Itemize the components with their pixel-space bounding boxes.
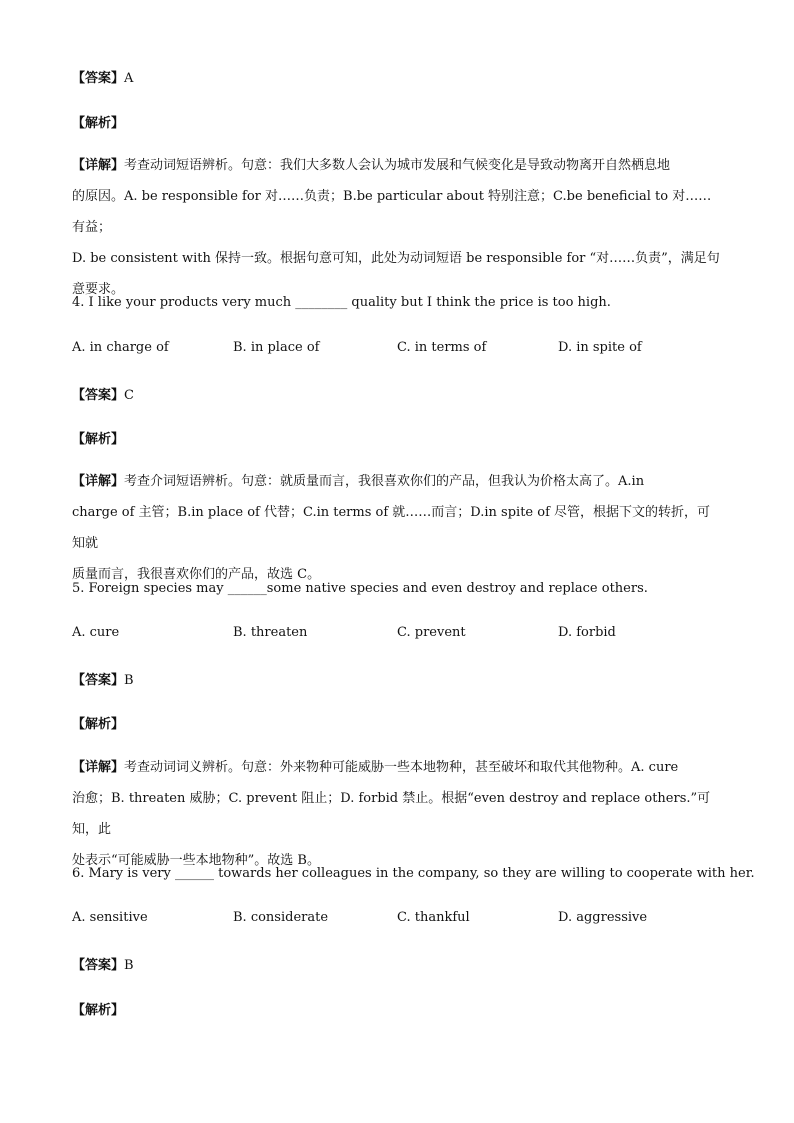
explanation-line: 的原因。A. be responsible for 对……负责；B.be particular about 特别注意；C.be beneficial to 对……有益；: [72, 189, 712, 235]
detail-tag: 【详解】: [72, 474, 125, 489]
option-a: A. sensitive: [72, 910, 148, 925]
explanation-line: D. be consistent with 保持一致。根据句意可知，此处为动词短语 be responsible for “对……负责”，满足句: [72, 251, 720, 266]
explanation-line: charge of 主管；B.in place of 代替；C.in terms of 就……而言；D.in spite of 尽管，根据下文的转折，可知就: [72, 505, 711, 551]
explanation-line: 意要求。: [72, 282, 125, 297]
explanation-line: 【详解】考查动词短语辨析。句意：我们大多数人会认为城市发展和气候变化是导致动物离开自然栖息地: [72, 158, 671, 173]
explanation-q4: [72, 466, 722, 590]
answer-line-q4: [72, 384, 134, 403]
analysis-line-q3: [72, 112, 124, 131]
detail-tag: 【详解】: [72, 760, 125, 775]
analysis-tag: 【解析】: [72, 1003, 125, 1018]
answer-value: A: [124, 71, 134, 86]
answer-line-q6: [72, 954, 134, 973]
analysis-line-q5: [72, 713, 124, 732]
analysis-line-q6: [72, 999, 124, 1018]
answer-tag: 【答案】: [72, 958, 125, 973]
answer-value: B: [124, 673, 134, 688]
option-d: D. aggressive: [558, 910, 648, 925]
answer-value: B: [124, 958, 134, 973]
question-4-stem: 4. I like your products very much ________ quality but I think the price is too high.: [72, 295, 611, 310]
answer-tag: 【答案】: [72, 673, 125, 688]
explanation-line: 治愈；B. threaten 威胁；C. prevent 阻止；D. forbid 禁止。根据“even destroy and replace others.”可知，此: [72, 791, 711, 837]
explanation-line: 【详解】考查介词短语辨析。句意：就质量而言，我很喜欢你们的产品，但我认为价格太高了。A.in: [72, 474, 645, 489]
option-a: A. cure: [72, 625, 120, 640]
explanation-q3: [72, 150, 722, 305]
option-a: A. in charge of: [72, 340, 169, 355]
answer-line-q5: [72, 669, 134, 688]
explanation-line: 质量而言，我很喜欢你们的产品，故选 C。: [72, 567, 321, 582]
answer-line-q3: [72, 67, 133, 86]
answer-tag: 【答案】: [72, 388, 125, 403]
option-c: C. prevent: [397, 625, 466, 640]
analysis-tag: 【解析】: [72, 432, 125, 447]
detail-tag: 【详解】: [72, 158, 125, 173]
explanation-line: 【详解】考查动词词义辨析。句意：外来物种可能威胁一些本地物种，甚至破坏和取代其他物种。A. cure: [72, 760, 679, 775]
analysis-tag: 【解析】: [72, 717, 125, 732]
analysis-line-q4: [72, 428, 124, 447]
question-5-stem: 5. Foreign species may ______some native species and even destroy and replace others.: [72, 581, 648, 596]
analysis-tag: 【解析】: [72, 116, 125, 131]
answer-tag: 【答案】: [72, 71, 125, 86]
option-b: B. considerate: [233, 910, 329, 925]
option-c: C. in terms of: [397, 340, 487, 355]
option-c: C. thankful: [397, 910, 470, 925]
option-d: D. in spite of: [558, 340, 642, 355]
explanation-line: 处表示“可能威胁一些本地物种”。故选 B。: [72, 853, 320, 868]
question-6-stem: 6. Mary is very ______ towards her colleagues in the company, so they are willing to cooperate with her.: [72, 866, 755, 881]
answer-value: C: [124, 388, 134, 403]
option-b: B. threaten: [233, 625, 308, 640]
explanation-q5: [72, 752, 722, 876]
option-d: D. forbid: [558, 625, 616, 640]
option-b: B. in place of: [233, 340, 320, 355]
